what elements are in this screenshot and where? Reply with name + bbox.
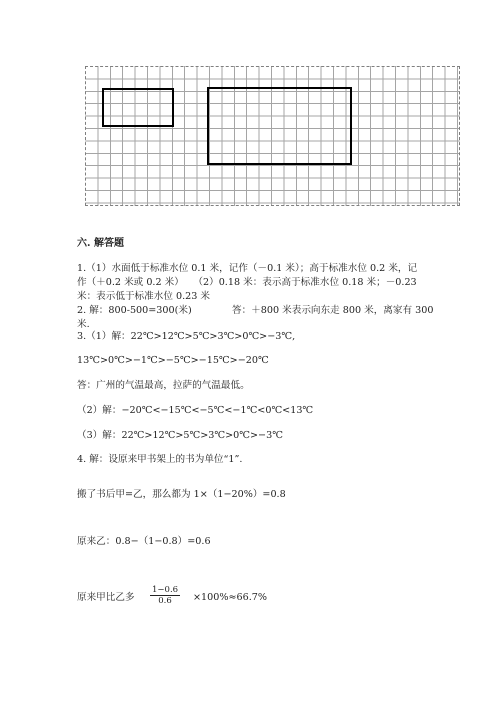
q1-line3: 米：表示低于标准水位 0.23 米: [77, 291, 210, 302]
q4-line4-prefix: 原来甲比乙多: [77, 592, 135, 603]
q4-line1: 4. 解：设原来甲书架上的书为单位“1”.: [77, 454, 243, 465]
large-rectangle: [207, 87, 352, 165]
q3-line1: 3.（1）解：22℃>12℃>5℃>3℃>0℃>−3℃,: [77, 331, 296, 342]
fraction-numerator: 1−0.6: [152, 585, 179, 595]
q3-line3: 答：广州的气温最高，拉萨的气温最低。: [77, 380, 250, 391]
small-rectangle: [102, 88, 174, 127]
q1-line1: 1.（1）水面低于标准水位 0.1 米，记作（－0.1 米）；高于标准水位 0.2 米，记: [77, 263, 418, 274]
section-title: 六. 解答题: [77, 238, 124, 249]
q2-line1-solution: 2. 解：800-500=300(米): [77, 305, 192, 316]
q3-line4: （2）解：−20℃<−15℃<−5℃<−1℃<0℃<13℃: [77, 405, 314, 416]
fraction: [150, 585, 180, 606]
q4-line3: 原来乙：0.8−（1−0.8）=0.6: [77, 536, 211, 547]
q1-line2: 作（＋0.2 米或 0.2 米） （2）0.18 米：表示高于标准水位 0.18 米；－0.23: [77, 277, 417, 288]
q4-line2: 搬了书后甲=乙，那么都为 1×（1−20%）=0.8: [77, 489, 286, 500]
q4-line4-suffix: ×100%≈66.7%: [193, 592, 267, 603]
q2-line1-answer: 答：＋800 米表示向东走 800 米，离家有 300: [232, 305, 434, 316]
fraction-denominator: 0.6: [158, 596, 172, 606]
q3-line2: 13℃>0℃>−1℃>−5℃>−15℃>−20℃: [77, 355, 269, 366]
q3-line5: （3）解：22℃>12℃>5℃>3℃>0℃>−3℃: [77, 430, 283, 441]
q2-line2: 米.: [77, 319, 90, 330]
